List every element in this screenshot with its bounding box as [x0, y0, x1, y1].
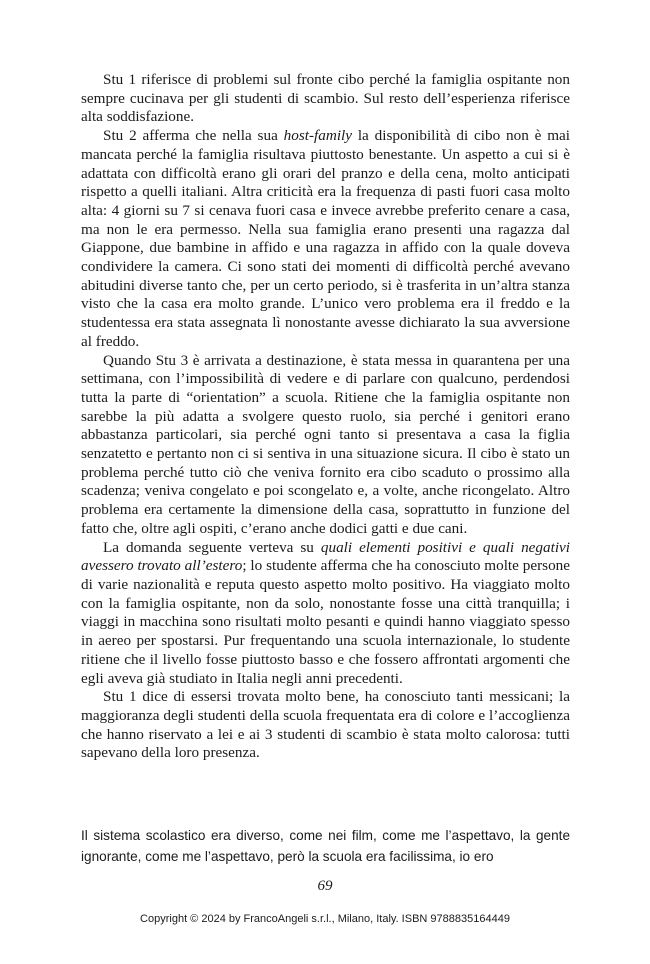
paragraph — [81, 539, 570, 689]
paragraph-text: ; lo studente afferma che ha conosciuto molte persone di varie nazionalità e reputa questo aspetto molto positivo. Ha viaggiato molto con la famiglia ospitante, non da solo, nonostante fosse una città tranquilla; i viaggi in macchina sono risultati molto pesanti e quindi hanno viaggiato spesso in aereo per spostarsi. Pur frequentando una scuola internazionale, lo studente ritiene che il livello fosse piuttosto basso e che fossero affrontati argomenti che egli aveva già studiato in Italia negli anni precedenti. — [81, 557, 571, 687]
interview-quote: Il sistema scolastico era diverso, come nei film, come me l’aspettavo, la gente ignorante, come me l’aspettavo, però la scuola era facilissima, io ero — [81, 828, 570, 864]
page-number: 69 — [317, 878, 333, 894]
paragraph — [81, 688, 570, 763]
body-text — [81, 71, 570, 763]
paragraph-text: Stu 1 dice di essersi trovata molto bene, ha conosciuto tanti messicani; la maggioranza degli studenti della scuola frequentata era di colore e l’accoglienza che hanno riservato a lei e ai 3 studenti di scambio è stata molto calorosa: tutti sapevano della loro presenza. — [81, 688, 570, 762]
copyright-notice: Copyright © 2024 by FrancoAngeli s.r.l., Milano, Italy. ISBN 9788835164449 — [140, 913, 510, 925]
paragraph — [81, 352, 570, 539]
paragraph-text: Stu 1 riferisce di problemi sul fronte cibo perché la famiglia ospitante non sempre cucinava per gli studenti di scambio. Sul resto dell’esperienza riferisce alta soddisfazione. — [81, 71, 570, 126]
paragraph — [81, 127, 570, 351]
paragraph-text: Quando Stu 3 è arrivata a destinazione, è stata messa in quarantena per una settimana, con l’impossibilità di vedere e di parlare con qualcuno, perdendosi tutta la parte di “orientation” a scuola. Ritiene che la famiglia ospitante non sarebbe la più adatta a svolgere questo ruolo, sia perché i genitori erano abbastanza particolari, sia perché ogni tanto si presentava a casa la figlia senzatetto e pertanto non ci si sentiva in una situazione sicura. Il cibo è stato un problema perché tutto ciò che veniva fornito era cibo scaduto o prossimo alla scadenza; veniva congelato e poi scongelato e, a volte, anche ricongelato. Altro problema era certamente la dimensione della casa, soprattutto in funzione del fatto che, oltre agli ospiti, c’erano anche dodici gatti e due cani. — [81, 351, 570, 537]
paragraph-italic-text: quali elementi positivi e quali negativi avessero trovato all’estero — [81, 538, 570, 575]
paragraph-italic-text: host-family — [283, 127, 352, 145]
paragraph-text: la disponibilità di cibo non è mai mancata perché la famiglia risultava piuttosto benestante. Un aspetto a cui si è adattata con difficoltà erano gli orari del pranzo e della cena, molto anticipati rispetto a quelli italiani. Altra criticità era la frequenza di pasti fuori casa molto alta: 4 giorni su 7 si cenava fuori casa e invece avrebbe preferito cenare a casa, ma non le era permesso. Nella sua famiglia erano presenti una ragazza dal Giappone, due bambine in affido e una ragazza in affido con la quale doveva condividere la camera. Ci sono stati dei momenti di difficoltà perché avevano abitudini diverse tanto che, per un certo periodo, si è trasferita in un’altra stanza visto che la casa era molto grande. L’unico vero problema era il freddo e la studentessa era stata assegnata lì nonostante avesse dichiarato la sua avversione al freddo. — [81, 127, 571, 350]
paragraph — [81, 71, 570, 127]
paragraph-text: Stu 2 afferma che nella sua — [103, 127, 284, 145]
paragraph-text: La domanda seguente verteva su — [103, 538, 321, 556]
